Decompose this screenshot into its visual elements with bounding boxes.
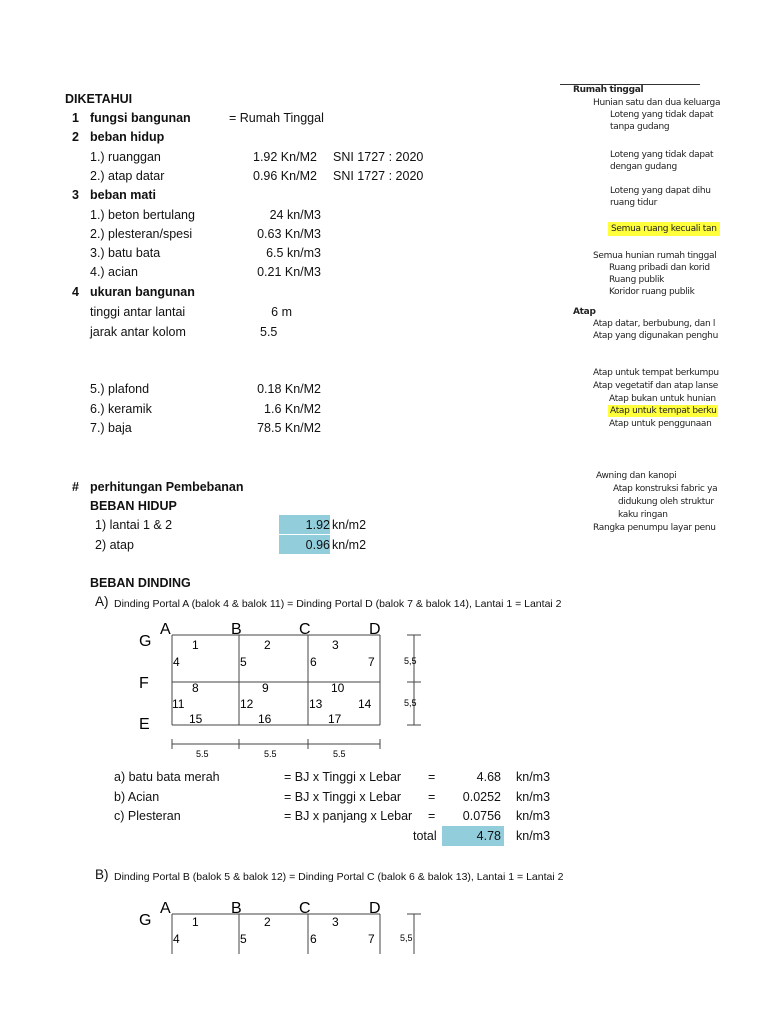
- atap-value: 0.96: [305, 538, 330, 552]
- item-number-2: 2: [72, 130, 79, 144]
- m2-value: 0.63 Kn/M3: [257, 227, 321, 241]
- structural-plan-2: [136, 894, 436, 954]
- sni-title: Rumah tinggal: [573, 85, 644, 95]
- item-number-4: 4: [72, 285, 79, 299]
- h1-label: 1.) ruanggan: [90, 150, 161, 164]
- grid-col-b: B: [231, 621, 242, 638]
- grid2-col-b: B: [231, 900, 242, 917]
- column-label-12: 12: [240, 697, 254, 711]
- atap-unit: kn/m2: [332, 538, 367, 552]
- portal-b-letter: B): [95, 867, 109, 882]
- column-label-4: 4: [173, 655, 180, 669]
- portal-a-desc: Dinding Portal A (balok 4 & balok 11) = Dinding Portal D (balok 7 & balok 14), Lantai 1 = Lantai 2: [114, 598, 562, 610]
- beam-label-8: 8: [192, 681, 199, 695]
- h2-label: 2.) atap datar: [90, 169, 165, 183]
- total-label: total: [413, 829, 437, 843]
- m1-label: 1.) beton bertulang: [90, 208, 195, 222]
- beban-mati-label: beban mati: [90, 188, 156, 202]
- column-label-11: 11: [172, 697, 185, 711]
- h1-value: 1.92 Kn/M2: [253, 150, 317, 164]
- calc-row-1-label: a) batu bata merah: [114, 770, 220, 784]
- m1-value: 24 kn/M3: [269, 208, 321, 222]
- sni-line-2: Loteng yang tidak dapat: [610, 110, 714, 120]
- calc-row-1-unit: kn/m3: [516, 770, 551, 784]
- beban-dinding-title: BEBAN DINDING: [90, 576, 191, 590]
- beban-hidup-title: BEBAN HIDUP: [90, 499, 177, 513]
- grid2-row-g: G: [139, 912, 152, 929]
- sni-atap-line-3: Atap untuk tempat berkumpu: [593, 368, 719, 378]
- beban-hidup-label: beban hidup: [90, 130, 165, 144]
- beam-label-17: 17: [328, 712, 342, 726]
- tinggi-label: tinggi antar lantai: [90, 305, 186, 319]
- column2-label-6: 6: [310, 932, 317, 946]
- lantai-label: 1) lantai 1 & 2: [95, 518, 173, 532]
- ukuran-label: ukuran bangunan: [90, 285, 195, 299]
- sni-line-8: Semua ruang kecuali tan: [608, 222, 720, 236]
- beam-label-1: 1: [192, 638, 199, 652]
- sni-line-9: Semua hunian rumah tinggal: [593, 251, 717, 261]
- column2-label-4: 4: [173, 932, 180, 946]
- m4-value: 0.21 Kn/M3: [257, 265, 321, 279]
- sni-line-3: tanpa gudang: [610, 122, 670, 132]
- beam-label-9: 9: [262, 681, 269, 695]
- beam-label-3: 3: [332, 638, 339, 652]
- column-label-6: 6: [310, 655, 317, 669]
- structural-plan-1: [136, 615, 436, 765]
- sni-atap-line-5: Atap bukan untuk hunian: [609, 394, 716, 404]
- grid2-col-c: C: [299, 900, 311, 917]
- beam-label-15: 15: [189, 712, 203, 726]
- calc-row-3-formula: = BJ x panjang x Lebar: [284, 809, 413, 823]
- sni-line-12: Koridor ruang publik: [609, 287, 695, 297]
- beam-label-2: 2: [264, 638, 271, 652]
- beam2-label-1: 1: [192, 915, 199, 929]
- calc-row-2-eq: =: [428, 790, 436, 804]
- m3-label: 3.) batu bata: [90, 246, 161, 260]
- calc-row-3-value: 0.0756: [462, 809, 501, 823]
- grid2-col-d: D: [369, 900, 381, 917]
- sni-line-10: Ruang pribadi dan korid: [609, 263, 710, 273]
- sni-atap-title: Atap: [573, 307, 596, 317]
- beam-label-16: 16: [258, 712, 272, 726]
- dim-v-1: 5,5: [404, 656, 417, 666]
- grid-row-e: E: [139, 716, 150, 733]
- dim-h-1: 5.5: [196, 749, 209, 759]
- grid-col-c: C: [299, 621, 311, 638]
- dim-h-3: 5.5: [333, 749, 346, 759]
- sni-atap-line-8: Awning dan kanopi: [596, 471, 677, 481]
- dim2-v-1: 5,5: [400, 933, 413, 943]
- portal-b-desc: Dinding Portal B (balok 5 & balok 12) = Dinding Portal C (balok 6 & balok 13), Lantai 1 = Lantai 2: [114, 871, 564, 883]
- fungsi-label: fungsi bangunan: [90, 111, 191, 125]
- sni-line-11: Ruang publik: [609, 275, 665, 285]
- h2-code: SNI 1727 : 2020: [333, 169, 424, 183]
- atap-label: 2) atap: [95, 538, 134, 552]
- dim-h-2: 5.5: [264, 749, 277, 759]
- column-label-14: 14: [358, 697, 372, 711]
- calc-row-1-formula: = BJ x Tinggi x Lebar: [284, 770, 402, 784]
- grid-col-d: D: [369, 621, 381, 638]
- calc-row-3-label: c) Plesteran: [114, 809, 181, 823]
- sni-table-snippet: [560, 78, 721, 548]
- column-label-7: 7: [368, 655, 375, 669]
- sni-line-7: ruang tidur: [610, 198, 658, 208]
- sni-atap-line-6: Atap untuk tempat berku: [610, 406, 717, 416]
- column2-label-5: 5: [240, 932, 247, 946]
- m7-label: 7.) baja: [90, 421, 132, 435]
- sni-atap-line-10: didukung oleh struktur: [618, 497, 714, 507]
- dim-v-2: 5,5: [404, 698, 417, 708]
- sni-atap-line-11: kaku ringan: [618, 510, 668, 520]
- grid-row-g: G: [139, 633, 152, 650]
- m5-label: 5.) plafond: [90, 382, 150, 396]
- calc-row-3-eq: =: [428, 809, 436, 823]
- m4-label: 4.) acian: [90, 265, 138, 279]
- perhitungan-title: perhitungan Pembebanan: [90, 480, 244, 494]
- tinggi-value: 6 m: [271, 305, 292, 319]
- lantai-unit: kn/m2: [332, 518, 367, 532]
- jarak-value: 5.5: [260, 325, 278, 339]
- lantai-value: 1.92: [305, 518, 330, 532]
- m7-value: 78.5 Kn/M2: [257, 421, 321, 435]
- column2-label-7: 7: [368, 932, 375, 946]
- sni-atap-line-12: Rangka penumpu layar penu: [593, 523, 716, 533]
- total-value: 4.78: [476, 829, 501, 843]
- column-label-5: 5: [240, 655, 247, 669]
- m6-value: 1.6 Kn/M2: [264, 402, 321, 416]
- column-label-13: 13: [309, 697, 323, 711]
- fungsi-value: = Rumah Tinggal: [229, 111, 324, 125]
- sni-line-5: dengan gudang: [610, 162, 677, 172]
- sni-line-6: Loteng yang dapat dihu: [610, 186, 711, 196]
- calc-row-2-label: b) Acian: [114, 790, 160, 804]
- beam2-label-2: 2: [264, 915, 271, 929]
- h1-code: SNI 1727 : 2020: [333, 150, 424, 164]
- portal-a-letter: A): [95, 594, 109, 609]
- m2-label: 2.) plesteran/spesi: [90, 227, 193, 241]
- sni-atap-line-7: Atap untuk penggunaan: [609, 419, 712, 429]
- m5-value: 0.18 Kn/M2: [257, 382, 321, 396]
- hash-marker: #: [72, 480, 79, 494]
- calc-row-2-formula: = BJ x Tinggi x Lebar: [284, 790, 402, 804]
- m6-label: 6.) keramik: [90, 402, 152, 416]
- grid-row-f: F: [139, 675, 149, 692]
- sni-atap-line-4: Atap vegetatif dan atap lanse: [593, 381, 719, 391]
- beam2-label-3: 3: [332, 915, 339, 929]
- diketahui-title: DIKETAHUI: [65, 92, 133, 106]
- calc-row-1-eq: =: [428, 770, 436, 784]
- sni-atap-line-1: Atap datar, berbubung, dan l: [593, 319, 716, 329]
- beam-label-10: 10: [331, 681, 345, 695]
- calc-row-3-unit: kn/m3: [516, 809, 551, 823]
- sni-line-1: Hunian satu dan dua keluarga: [593, 98, 721, 108]
- item-number-1: 1: [72, 111, 79, 125]
- grid2-col-a: A: [160, 900, 171, 917]
- sni-line-4: Loteng yang tidak dapat: [610, 150, 714, 160]
- sni-atap-line-9: Atap konstruksi fabric ya: [613, 484, 718, 494]
- calc-row-2-value: 0.0252: [462, 790, 501, 804]
- item-number-3: 3: [72, 188, 79, 202]
- grid-col-a: A: [160, 621, 171, 638]
- calc-row-1-value: 4.68: [476, 770, 501, 784]
- calc-row-2-unit: kn/m3: [516, 790, 551, 804]
- jarak-label: jarak antar kolom: [90, 325, 186, 339]
- m3-value: 6.5 kn/m3: [266, 246, 321, 260]
- sni-atap-line-2: Atap yang digunakan penghu: [593, 331, 718, 341]
- total-unit: kn/m3: [516, 829, 551, 843]
- h2-value: 0.96 Kn/M2: [253, 169, 317, 183]
